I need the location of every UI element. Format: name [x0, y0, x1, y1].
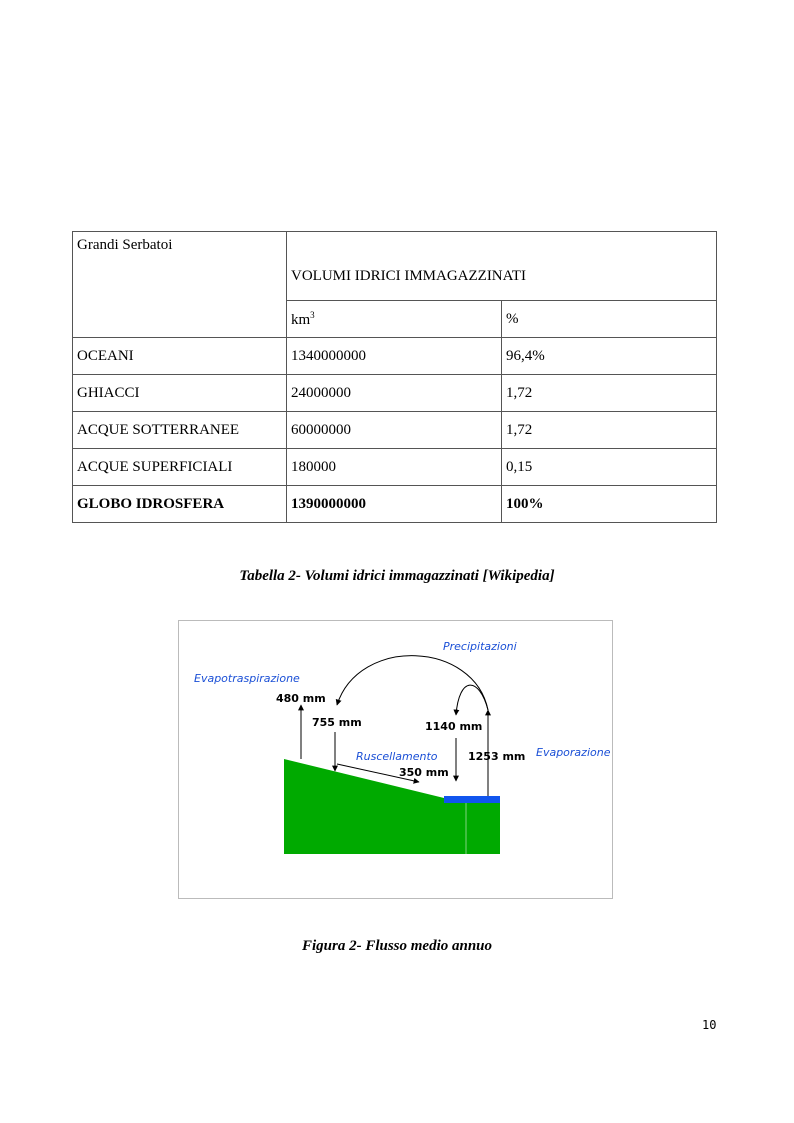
water-cycle-figure [178, 620, 613, 899]
header-unit-km3: $km^3$ [287, 301, 502, 338]
sea-water [444, 796, 500, 803]
figure-caption: Figura 2- Flusso medio annuo [301, 938, 493, 954]
label-ruscellamento: Ruscellamento [356, 750, 438, 763]
sea-recycle-arc [456, 685, 488, 715]
value-755: 755 mm [312, 716, 362, 729]
sea-body [444, 803, 500, 854]
header-unit-pct: % [502, 301, 717, 338]
table-row: OCEANI 1340000000 96,4% [73, 338, 717, 375]
water-volumes-table [72, 231, 717, 523]
table-row: GHIACCI 24000000 1,72 [73, 375, 717, 412]
value-1253: 1253 mm [468, 750, 526, 763]
label-evaporazione: Evaporazione [536, 746, 611, 759]
label-evapotraspirazione: Evapotraspirazione [194, 672, 300, 685]
label-precipitazioni: Precipitazioni [443, 640, 517, 653]
table-row: ACQUE SUPERFICIALI 180000 0,15 [73, 449, 717, 486]
page-number: 10 [702, 1018, 717, 1032]
water-cycle-diagram [179, 621, 613, 899]
table-row: ACQUE SOTTERRANEE 60000000 1,72 [73, 412, 717, 449]
header-volumes: VOLUMI IDRICI IMMAGAZZINATI [287, 232, 717, 301]
value-1140: 1140 mm [425, 720, 483, 733]
atmospheric-transport-arc [337, 656, 488, 710]
table-row-total: GLOBO IDROSFERA 1390000000 100% [73, 486, 717, 523]
table-caption: Tabella 2- Volumi idrici immagazzinati [Wikipedia] [239, 568, 555, 584]
value-350: 350 mm [399, 766, 449, 779]
header-reservoirs: Grandi Serbatoi [73, 232, 287, 338]
value-480: 480 mm [276, 692, 326, 705]
